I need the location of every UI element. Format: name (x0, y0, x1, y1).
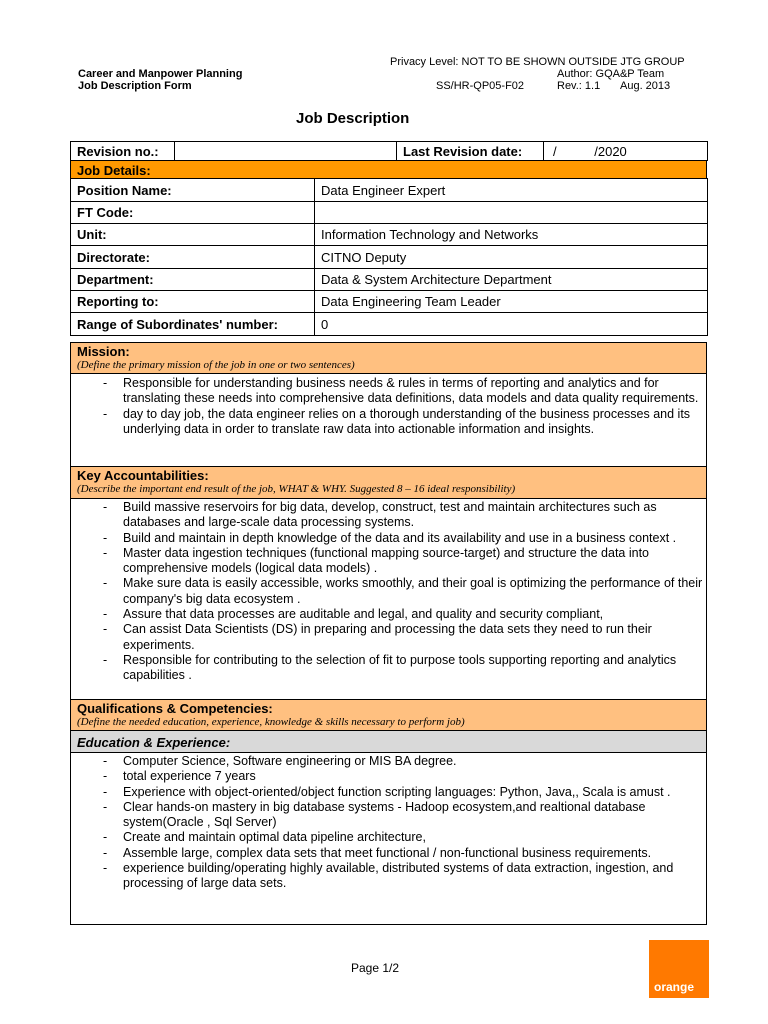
revision-value[interactable] (175, 142, 397, 161)
list-item: - Can assist Data Scientists (DS) in preparing and processing the data sets they need to run their experiments. (71, 622, 706, 653)
position-name-value: Data Engineer Expert (315, 179, 708, 202)
qualifications-hint: (Define the needed education, experience, knowledge & skills necessary to perform job) (77, 716, 465, 728)
job-details-header (70, 160, 707, 179)
orange-logo (649, 940, 709, 998)
position-name-label: Position Name: (71, 179, 315, 202)
directorate-label: Directorate: (71, 246, 315, 269)
last-revision-year: /2020 (594, 143, 627, 159)
qualifications-heading: Qualifications & Competencies: (77, 701, 273, 716)
table-row (71, 202, 708, 224)
mission-body (70, 373, 707, 467)
privacy-level: Privacy Level: NOT TO BE SHOWN OUTSIDE JTG GROUP (390, 56, 685, 68)
logo-text: orange (654, 980, 695, 994)
department-label: Department: (71, 269, 315, 291)
header-form-name: Job Description Form (78, 80, 192, 92)
reporting-to-value: Data Engineering Team Leader (315, 291, 708, 313)
list-item: - Build and maintain in depth knowledge of the data and its availability and use in a business context . (71, 531, 706, 546)
qualifications-header (70, 699, 707, 731)
list-item: - Master data ingestion techniques (functional mapping source-target) and structure the data into comprehensive models (logical data models) . (71, 546, 706, 577)
accountabilities-list (71, 500, 706, 684)
revision-table (70, 141, 708, 161)
education-heading: Education & Experience: (77, 735, 231, 750)
header-doc-code: SS/HR-QP05-F02 (436, 80, 525, 92)
accountabilities-header (70, 466, 707, 499)
subordinates-label: Range of Subordinates' number: (71, 313, 315, 336)
accountabilities-hint: (Describe the important end result of the job, WHAT & WHY. Suggested 8 – 16 ideal responsibility) (77, 483, 516, 495)
last-revision-value[interactable] (544, 142, 708, 161)
education-header (70, 730, 707, 753)
table-row (71, 246, 708, 269)
department-value: Data & System Architecture Department (315, 269, 708, 291)
list-item: - day to day job, the data engineer relies on a thorough understanding of the business processes and its underlying data in order to translate raw data into actionable information and insights. (71, 407, 706, 438)
table-row (71, 291, 708, 313)
subordinates-value: 0 (315, 313, 708, 336)
accountabilities-body (70, 498, 707, 700)
table-row (71, 179, 708, 202)
list-item: - Clear hands-on mastery in big database systems - Hadoop ecosystem,and realtional database system(Oracle , Sql Server) (71, 800, 706, 831)
list-item: - Create and maintain optimal data pipeline architecture, (71, 830, 706, 845)
job-details-heading: Job Details: (77, 163, 151, 178)
list-item: - Responsible for contributing to the selection of fit to purpose tools supporting reporting and analytics capabilities . (71, 653, 706, 684)
list-item: - Assure that data processes are auditable and legal, and quality and security compliant, (71, 607, 706, 622)
education-list (71, 754, 706, 892)
subordinates-table (70, 312, 708, 336)
directorate-value: CITNO Deputy (315, 246, 708, 269)
list-item: - experience building/operating highly available, distributed systems of data extraction, ingestion, and processing of large data sets. (71, 861, 706, 892)
list-item: - Make sure data is easily accessible, works smoothly, and their goal is optimizing the performance of their company's big data ecosystem . (71, 576, 706, 607)
accountabilities-heading: Key Accountabilities: (77, 468, 209, 483)
mission-list (71, 376, 706, 437)
list-item: - Build massive reservoirs for big data, develop, construct, test and maintain architectures such as databases and large-scale data processing systems. (71, 500, 706, 531)
education-body (70, 752, 707, 925)
last-revision-day-month: / (553, 143, 557, 159)
list-item: - total experience 7 years (71, 769, 706, 784)
last-revision-label: Last Revision date: (397, 142, 544, 161)
table-row (71, 313, 708, 336)
revision-label: Revision no.: (71, 142, 175, 161)
ft-code-value (315, 202, 708, 224)
mission-hint: (Define the primary mission of the job in one or two sentences) (77, 359, 355, 371)
mission-header (70, 342, 707, 374)
mission-heading: Mission: (77, 344, 130, 359)
header-department: Career and Manpower Planning (78, 68, 243, 80)
header-date: Aug. 2013 (620, 80, 671, 92)
header-author: Author: GQA&P Team (557, 68, 665, 80)
list-item: - Experience with object-oriented/object function scripting languages: Python, Java,, Scala is amust . (71, 785, 706, 800)
ft-code-label: FT Code: (71, 202, 315, 224)
list-item: - Responsible for understanding business needs & rules in terms of reporting and analytics and for translating these needs into comprehensive data definitions, data models and data quality requirements. (71, 376, 706, 407)
table-row (71, 269, 708, 291)
reporting-to-label: Reporting to: (71, 291, 315, 313)
job-details-table (70, 178, 708, 313)
table-row (71, 224, 708, 246)
list-item: - Computer Science, Software engineering or MIS BA degree. (71, 754, 706, 769)
unit-label: Unit: (71, 224, 315, 246)
page-title: Job Description (296, 110, 410, 127)
header-revision: Rev.: 1.1 (557, 80, 601, 92)
unit-value: Information Technology and Networks (315, 224, 708, 246)
list-item: - Assemble large, complex data sets that meet functional / non-functional business requirements. (71, 846, 706, 861)
page-number: Page 1/2 (351, 961, 400, 975)
